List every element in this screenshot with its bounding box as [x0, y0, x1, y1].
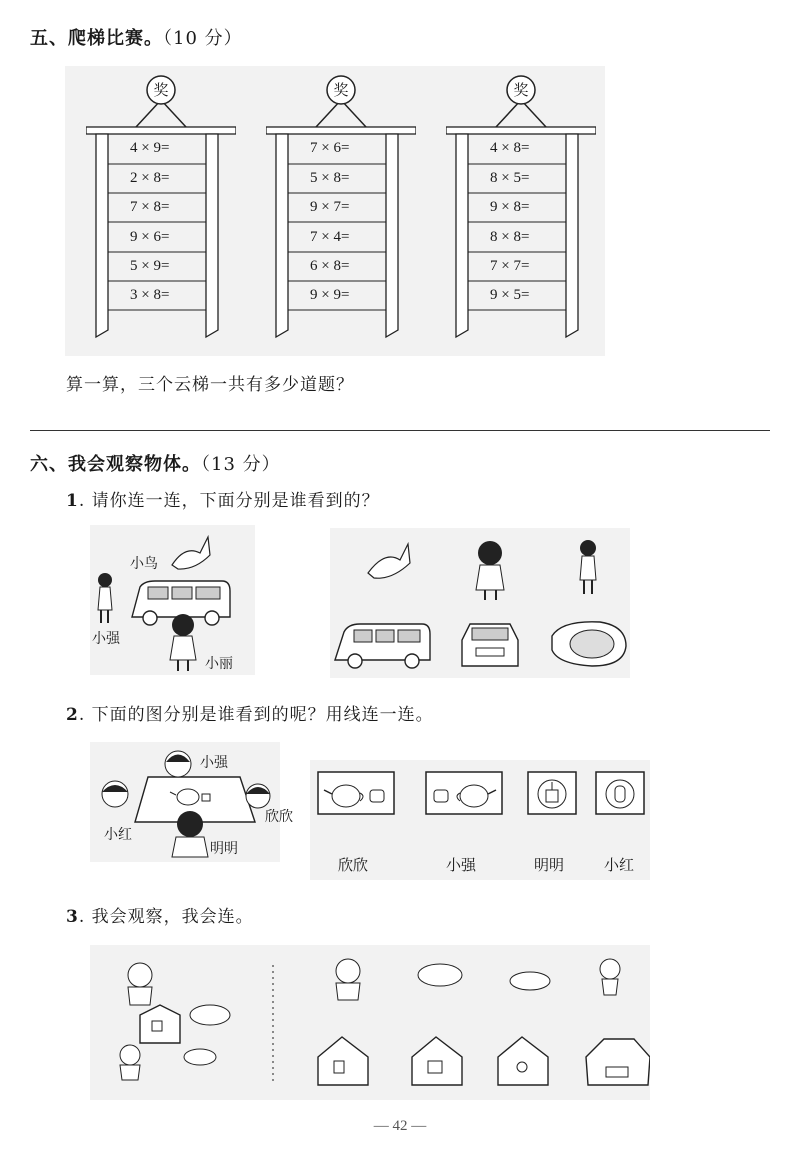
ladder-1-row-5: 5 × 9=	[130, 258, 170, 274]
question-1	[66, 486, 380, 511]
section-6-title: 六、我会观察物体。	[30, 454, 201, 475]
q2-views	[310, 760, 650, 880]
q1-scene	[90, 525, 255, 675]
ladder-3-row-2: 8 × 5=	[490, 170, 530, 186]
prize-badge: 奖	[153, 81, 169, 99]
q3-scene	[90, 945, 650, 1100]
label-xiaoqiang: 小强	[92, 631, 120, 647]
ladder-1-row-3: 7 × 8=	[130, 199, 170, 215]
question-2-text: . 下面的图分别是谁看到的呢？用线连一连。	[78, 705, 434, 725]
question-1-number: 1	[66, 491, 79, 511]
ladder-2-row-3: 9 × 7=	[310, 199, 350, 215]
section-6-heading	[30, 450, 281, 476]
page-number: — 42 —	[373, 1118, 427, 1134]
ladder-2-row-6: 9 × 9=	[310, 287, 350, 303]
label-xiaoli: 小丽	[205, 656, 233, 672]
q3-drawing	[90, 945, 650, 1100]
label-bird: 小鸟	[130, 556, 158, 572]
ladder-3-row-3: 9 × 8=	[490, 199, 530, 215]
ladder-3-row-4: 8 × 8=	[490, 229, 530, 245]
section-5-question: 算一算，三个云梯一共有多少道题？	[66, 375, 354, 395]
prize-badge: 奖	[333, 81, 349, 99]
section-6-score: （13 分）	[201, 454, 281, 475]
question-3-text: . 我会观察，我会连。	[78, 907, 254, 927]
ladder-3	[446, 72, 596, 347]
label-mingming-table: 明明	[210, 841, 238, 857]
ladder-2-row-2: 5 × 8=	[310, 170, 350, 186]
caption-xiaoqiang: 小强	[446, 856, 477, 874]
question-2	[66, 700, 434, 725]
ladder-2-row-4: 7 × 4=	[310, 229, 350, 245]
ladder-1-row-6: 3 × 8=	[130, 287, 170, 303]
q2-scene	[90, 742, 293, 862]
q1-views	[330, 528, 630, 678]
section-5-score: （10 分）	[163, 28, 243, 49]
question-3	[66, 902, 254, 927]
caption-xiaohong: 小红	[604, 856, 635, 874]
question-3-number: 3	[66, 907, 79, 927]
q1-views-drawing	[330, 528, 630, 678]
label-xiaoqiang-table: 小强	[200, 755, 228, 771]
ladder-1-row-4: 9 × 6=	[130, 229, 170, 245]
ladder-2-row-1: 7 × 6=	[310, 140, 350, 156]
q2-views-drawing	[310, 760, 650, 835]
question-2-number: 2	[66, 705, 79, 725]
ladder-2-row-5: 6 × 8=	[310, 258, 350, 274]
ladder-3-row-5: 7 × 7=	[490, 258, 530, 274]
caption-xinxin: 欣欣	[338, 856, 369, 874]
section-5-heading	[30, 24, 243, 50]
label-xinxin-table: 欣欣	[265, 809, 293, 825]
ladder-1-row-2: 2 × 8=	[130, 170, 170, 186]
caption-mingming: 明明	[534, 856, 565, 874]
section-divider	[30, 430, 770, 431]
prize-badge: 奖	[513, 81, 529, 99]
ladder-2	[266, 72, 416, 347]
section-5-title: 五、爬梯比赛。	[30, 28, 163, 49]
q2-scene-drawing	[90, 742, 280, 862]
ladder-1	[86, 72, 236, 347]
ladder-3-row-1: 4 × 8=	[490, 140, 530, 156]
question-1-text: . 请你连一连，下面分别是谁看到的？	[78, 491, 380, 511]
ladder-3-row-6: 9 × 5=	[490, 287, 530, 303]
ladder-1-row-1: 4 × 9=	[130, 140, 170, 156]
label-xiaohong-table: 小红	[104, 827, 132, 843]
